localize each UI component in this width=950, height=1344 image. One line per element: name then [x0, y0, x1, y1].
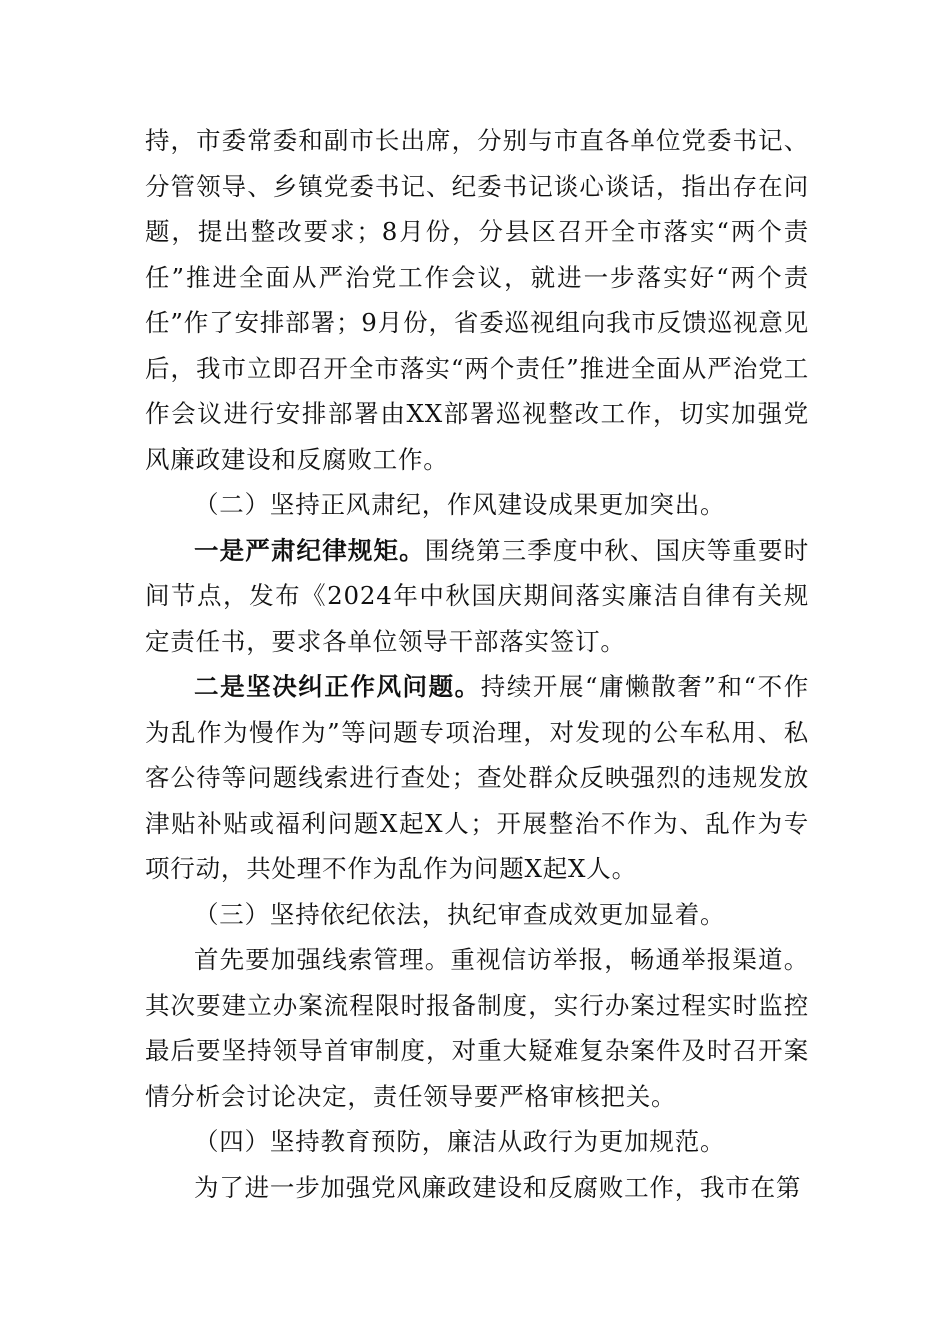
- paragraph-lead: 一是严肃纪律规矩。: [194, 535, 425, 565]
- paragraph-work-style: [145, 664, 809, 892]
- paragraph-lead: 二是坚决纠正作风问题。: [194, 672, 481, 701]
- paragraph-text: 持续开展“庸懒散奢”和“不作为乱作为慢作为”等问题专项治理，对发现的公车私用、私客公待等问题线索进行查处；查处群众反映强烈的违规发放津贴补贴或福利问题X起X人；开展整治不作为、乱作为专项行动，共处理不作为乱作为问题X起X人。: [145, 672, 809, 883]
- document-body: [145, 118, 809, 1210]
- paragraph-discipline-rules: [145, 528, 809, 665]
- paragraph-continuation: [145, 118, 809, 482]
- paragraph-text: 为了进一步加强党风廉政建设和反腐败工作，我市在第: [194, 1172, 802, 1202]
- paragraph-text: 持，市委常委和副市长出席，分别与市直各单位党委书记、分管领导、乡镇党委书记、纪委书记谈心谈话，指出存在问题，提出整改要求；8月份，分县区召开全市落实“两个责任”推进全面从严治党工作会议，就进一步落实好“两个责任”作了安排部署；9月份，省委巡视组向我市反馈巡视意见后，我市立即召开全市落实“两个责任”推进全面从严治党工作会议进行安排部署由XX部署巡视整改工作，切实加强党风廉政建设和反腐败工作。: [145, 126, 809, 474]
- paragraph-text: 围绕第三季度中秋、国庆等重要时间节点，发布《2024年中秋国庆期间落实廉洁自律有关规定责任书，要求各单位领导干部落实签订。: [145, 535, 809, 656]
- section-heading-2: [145, 482, 809, 528]
- section-heading-text: （三）坚持依纪依法，执纪审查成效更加显着。: [194, 899, 726, 929]
- section-heading-4: [145, 1119, 809, 1165]
- section-heading-3: [145, 892, 809, 938]
- paragraph-case-management: [145, 937, 809, 1119]
- paragraph-text: 首先要加强线索管理。重视信访举报，畅通举报渠道。其次要建立办案流程限时报备制度，实行办案过程实时监控最后要坚持领导首审制度，对重大疑难复杂案件及时召开案情分析会讨论决定，责任领导要严格审核把关。: [145, 945, 809, 1111]
- section-heading-text: （二）坚持正风肃纪，作风建设成果更加突出。: [194, 490, 726, 519]
- paragraph-prevention: [145, 1165, 809, 1211]
- section-heading-text: （四）坚持教育预防，廉洁从政行为更加规范。: [194, 1127, 726, 1156]
